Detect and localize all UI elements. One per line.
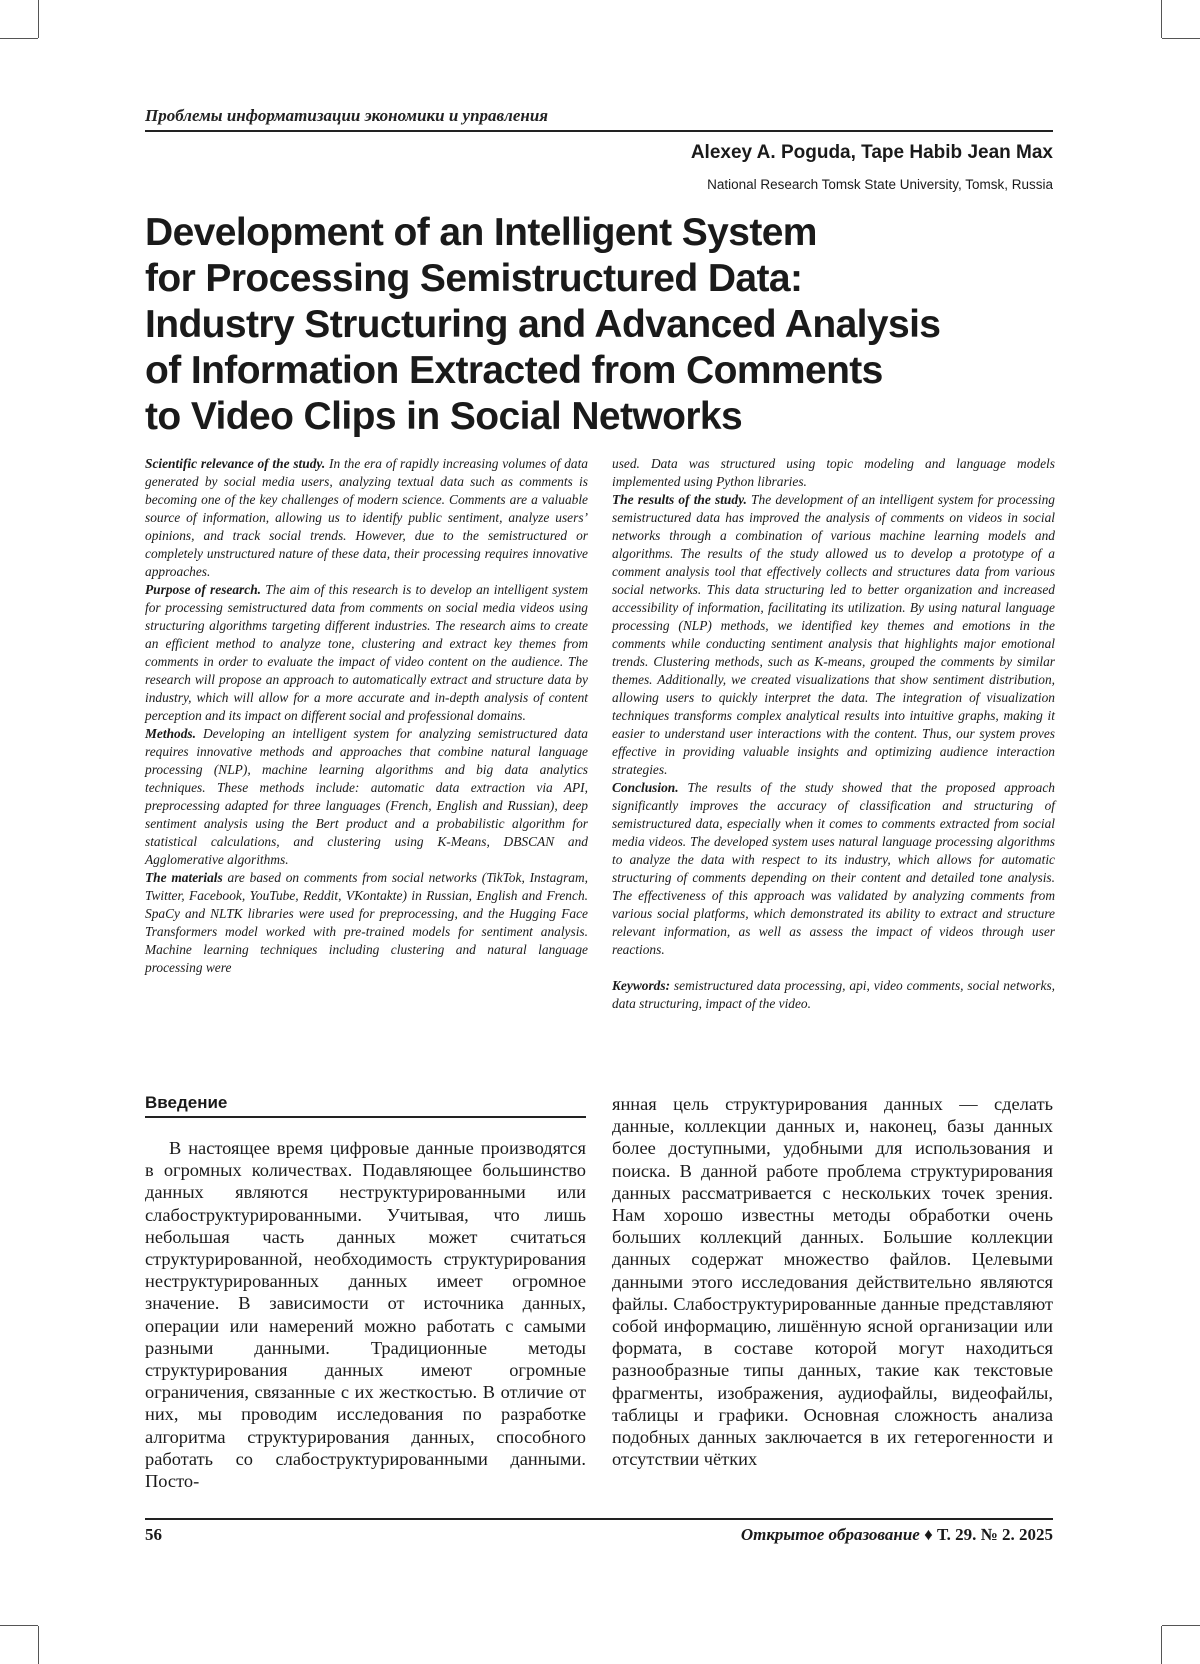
crop-mark [0, 38, 38, 39]
footer-rule [145, 1518, 1053, 1520]
body-right-column [612, 1093, 1053, 1470]
title-line: for Processing Semistructured Data: [145, 257, 803, 300]
crop-mark [38, 1626, 39, 1664]
affiliation: National Research Tomsk State University, Tomsk, Russia [707, 177, 1053, 192]
title-line: to Video Clips in Social Networks [145, 395, 743, 438]
abstract-methods: Methods. Developing an intelligent system for analyzing semistructured data requires innovative methods and approaches that combine natural language processing (NLP), machine learning algorithms and big data analytics techniques. These methods include: automatic data extraction via API, preprocessing adapted for three languages (French, English and Russian), deep sentiment analysis using the Bert product and a probabilistic algorithm for statistical calculations, and clustering using K-Means, DBSCAN and Agglomerative algorithms. [145, 726, 588, 867]
abstract-relevance: Scientific relevance of the study. In the era of rapidly increasing volumes of data generated by social media users, analyzing textual data such as comments is becoming one of the key challenges of modern science. Comments are a valuable source of information, allowing us to identify public sentiment, analyze users’ opinions, and track social trends. However, due to the semistructured or completely unstructured nature of these data, their processing requires innovative approaches. [145, 456, 588, 579]
crop-mark [1161, 0, 1162, 38]
crop-mark [0, 1625, 38, 1626]
running-header [145, 106, 1053, 126]
section-heading-intro: Введение [145, 1093, 228, 1112]
header-rule [145, 130, 1053, 132]
page-number: 56 [145, 1525, 162, 1544]
journal-footer [741, 1525, 1053, 1545]
body-left-column [145, 1137, 586, 1492]
crop-mark [1162, 1625, 1200, 1626]
body-paragraph: В настоящее время цифровые данные производятся в огромных количествах. Подавляющее большинство данных являются неструктурированными или слабоструктурированными. Учитывая, что лишь небольшая часть данных может считаться структурированной, необходимость структурирования неструктурированных данных имеет огромное значение. В зависимости от источника данных, операции или намерений можно работать с самыми разными данными. Традиционные методы структурирования данных имеют огромные ограничения, связанные с их жесткостью. В отличие от них, мы проводим исследования по разработке алгоритма структурирования данных, способного работать со слабоструктурированными данными. Посто- [145, 1138, 586, 1492]
body-paragraph: янная цель структурирования данных — сделать данные, коллекции данных и, наконец, базы данных более доступными, удобными для использования и поиска. В данной работе проблема структурирования данных рассматривается с нескольких точек зрения. Нам хорошо известны методы обработки очень больших коллекций данных. Большие коллекции данных содержат множество файлов. Целевыми данными этого исследования действительно являются файлы. Слабоструктурированные данные представляют собой информацию, лишённую ясной организации или формата, в составе которой могут находиться разнообразные типы данных, такие как текстовые фрагменты, изображения, аудиофайлы, видеофайлы, таблицы и графики. Основная сложность анализа подобных данных заключается в их гетерогенности и отсутствии чётких [612, 1094, 1053, 1470]
title-line: Industry Structuring and Advanced Analysis [145, 303, 941, 346]
article-title [145, 210, 1065, 440]
abstract-materials: The materials are based on comments from social networks (TikTok, Instagram, Twitter, Facebook, YouTube, Reddit, VKontakte) in Russian, English and French. SpaCy and NLTK libraries were used for preprocessing, and the Hugging Face Transformers model worked with pre-trained models for sentiment analysis. Machine learning techniques including clustering and natural language processing were [145, 870, 588, 975]
section-rule [145, 1116, 586, 1118]
crop-mark [1162, 38, 1200, 39]
abstract-results: The results of the study. The development of an intelligent system for processing semistructured data has improved the analysis of comments on videos in social networks through a combination of various machine learning models and algorithms. The results of the study allowed us to develop a prototype of a comment analysis tool that effectively collects and structures data from various social networks. This data structuring led to better organization and increased accessibility of information, facilitating its utilization. By using natural language processing (NLP) methods, we identified key themes and emotions in the comments while conducting sentiment analysis that highlights major emotional trends. Clustering methods, such as K-means, grouped the comments by similar themes. Additionally, we created visualizations that show sentiment distribution, allowing users to quickly interpret the data. The integration of visualization techniques transforms complex analytical results into intuitive graphs, making it easier to understand user interactions with the content. Thus, our system proves effective in providing valuable insights and optimizing audience interaction strategies. [612, 492, 1055, 777]
journal-section-title: Проблемы информатизации экономики и управления [145, 106, 549, 125]
crop-mark [1161, 1626, 1162, 1664]
crop-mark [38, 0, 39, 38]
title-line: of Information Extracted from Comments [145, 349, 883, 392]
abstract-purpose: Purpose of research. The aim of this research is to develop an intelligent system for processing semistructured data from comments on social media videos using structuring algorithms targeting different industries. The research aims to create an efficient method to analyze tone, clustering and extract key themes from comments in order to evaluate the impact of video content on the audience. The research will propose an approach to automatically extract and structure data by industry, which will allow for a more accurate and in-depth analysis of content perception and its impact on different social and professional domains. [145, 582, 588, 723]
journal-volume: Т. 29. № 2. 2025 [937, 1525, 1053, 1544]
abstract-left-column [145, 455, 588, 977]
journal-name: Открытое образование [740, 1525, 920, 1544]
authors: Alexey A. Poguda, Tape Habib Jean Max [690, 142, 1053, 163]
footer-separator: ♦ [919, 1525, 938, 1544]
abstract-materials-cont: used. Data was structured using topic modeling and language models implemented using Python libraries. [612, 456, 1055, 489]
abstract-conclusion: Conclusion. The results of the study showed that the proposed approach significantly improves the accuracy of classification and structuring of semistructured data, especially when it comes to comments extracted from social media videos. The developed system uses natural language processing algorithms to analyze the data with respect to its industry, which allows for automatic structuring of comments depending on their content and detailed tone analysis. The effectiveness of this approach was validated by analyzing comments from various social platforms, which demonstrated its ability to extract and structure relevant information, as well as assess the impact of videos through user reactions. [612, 780, 1055, 957]
title-line: Development of an Intelligent System [145, 211, 817, 254]
abstract-keywords: Keywords: semistructured data processing, api, video comments, social networks, data structuring, impact of the video. [612, 978, 1055, 1011]
abstract-right-column [612, 455, 1055, 1013]
